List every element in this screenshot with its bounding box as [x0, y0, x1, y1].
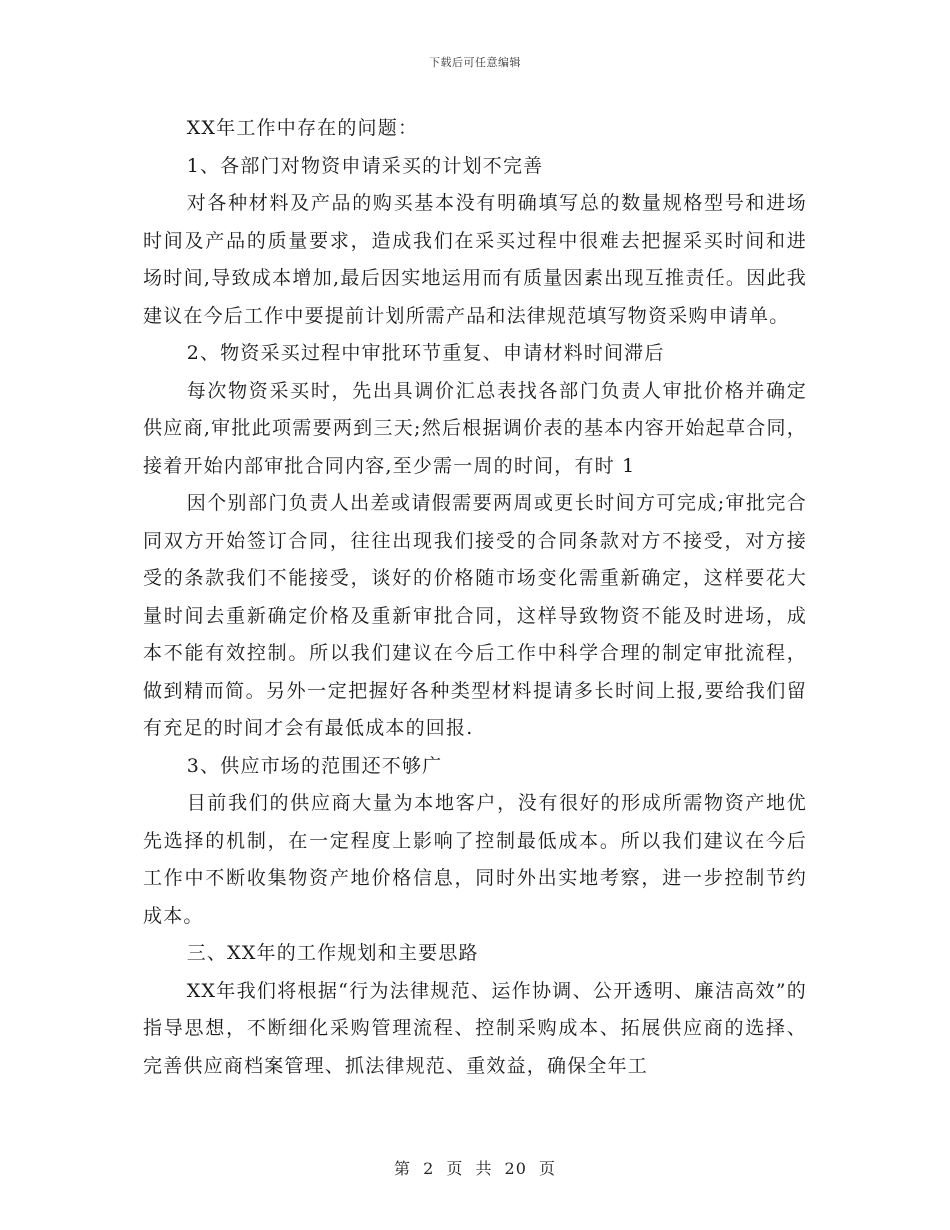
- paragraph-section-3-heading: 三、XX年的工作规划和主要思路: [186, 942, 479, 964]
- paragraph-item-3-body: 目前我们的供应商大量为本地客户，没有很好的形成所需物资产地优先选择的机制，在一定程度上影响了控制最低成本。所以我们建议在今后工作中不断收集物资产地价格信息，同时外出实地考察，进一步控制节约成本。: [143, 792, 807, 927]
- paragraph-item-2-body: 每次物资采买时，先出具调价汇总表找各部门负责人审批价格并确定供应商,审批此项需要两到三天;然后根据调价表的基本内容开始起草合同，接着开始内部审批合同内容,至少需一周的时间，有时 1: [143, 379, 807, 477]
- paragraph-item-2-heading: 2、物资采买过程中审批环节重复、申请材料时间滞后: [186, 342, 665, 364]
- document-body: [143, 110, 807, 1085]
- paragraph-item-1-body: 对各种材料及产品的购买基本没有明确填写总的数量规格型号和进场时间及产品的质量要求，造成我们在采买过程中很难去把握采买时间和进场时间,导致成本增加,最后因实地运用而有质量因素出现互推责任。因此我建议在今后工作中要提前计划所需产品和法律规范填写物资采购申请单。: [143, 192, 807, 327]
- page-header: 下载后可任意编辑: [429, 56, 521, 69]
- paragraph-item-2-body-continued: 因个别部门负责人出差或请假需要两周或更长时间方可完成;审批完合同双方开始签订合同，往往出现我们接受的合同条款对方不接受，对方接受的条款我们不能接受，谈好的价格随市场变化需重新确定，这样要花大量时间去重新确定价格及重新审批合同，这样导致物资不能及时进场，成本不能有效控制。所以我们建议在今后工作中科学合理的制定审批流程，做到精而简。另外一定把握好各种类型材料提请多长时间上报,要给我们留有充足的时间才会有最低成本的回报.: [143, 492, 807, 739]
- paragraph-item-3-heading: 3、供应市场的范围还不够广: [186, 754, 443, 777]
- paragraph-item-1-heading: 1、各部门对物资申请采买的计划不完善: [186, 154, 544, 177]
- paragraph-section-3-body: XX年我们将根据“行为法律规范、运作协调、公开透明、廉洁高效”的指导思想，不断细化采购管理流程、控制采购成本、拓展供应商的选择、完善供应商档案管理、抓法律规范、重效益，确保全年工: [143, 979, 807, 1077]
- page-footer: 第 2 页 共 20 页: [394, 1159, 556, 1178]
- paragraph-problems-heading: XX年工作中存在的问题：: [186, 117, 419, 139]
